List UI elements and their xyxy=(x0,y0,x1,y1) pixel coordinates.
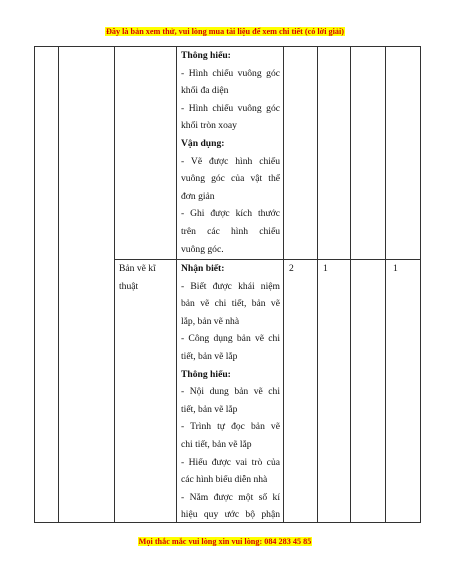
content-line: chi tiết, bản vẽ lắp xyxy=(181,438,252,450)
content-line: trên các hình chiếu xyxy=(181,225,280,237)
level-heading: Thông hiểu: xyxy=(181,50,231,61)
column-border xyxy=(420,46,421,523)
content-line: - Ghi được kích thước xyxy=(181,208,280,220)
preview-notice-text: Đây là bản xem thử, vui lòng mua tài liệu để xem chi tiết (có lời giải) xyxy=(105,27,344,36)
content-line: - Vẽ được hình chiếu xyxy=(181,155,280,167)
column-border xyxy=(34,46,35,523)
content-line: - Công dụng bản vẽ chi xyxy=(181,333,280,345)
count-cell: 2 xyxy=(289,263,294,274)
content-cell xyxy=(181,260,280,524)
level-heading: Thông hiểu: xyxy=(181,368,231,380)
topic-line: thuật xyxy=(119,280,139,292)
content-line: - Trình tự đọc bản vẽ xyxy=(181,421,280,433)
content-line: - Hình chiếu vuông góc xyxy=(181,102,280,114)
column-border xyxy=(385,46,386,523)
count-cell: 1 xyxy=(323,263,328,274)
content-line: vuông góc. xyxy=(181,243,224,255)
content-line: - Hiểu được vai trò của xyxy=(181,456,280,468)
content-line: tiết, bản vẽ lắp xyxy=(181,403,238,415)
content-line: khối tròn xoay xyxy=(181,120,237,132)
content-line: tiết, bản vẽ lắp xyxy=(181,350,238,362)
content-line: lắp, bản vẽ nhà xyxy=(181,315,240,327)
topic-cell xyxy=(119,260,173,295)
column-border xyxy=(317,46,318,523)
content-line: - Nội dung bản vẽ chi xyxy=(181,386,280,398)
level-heading: Vận dụng: xyxy=(181,137,225,149)
count-cell: 1 xyxy=(393,263,398,274)
content-line: vuông góc của vật thể xyxy=(181,173,280,185)
column-border xyxy=(176,46,177,523)
column-border xyxy=(350,46,351,523)
content-line: đơn giản xyxy=(181,190,215,202)
content-line: - Hình chiếu vuông góc xyxy=(181,67,280,79)
content-line: hiệu quy ước bộ phận xyxy=(181,509,280,521)
specification-table xyxy=(34,46,421,523)
content-line: khối đa diện xyxy=(181,85,229,97)
contact-notice-banner xyxy=(0,536,450,547)
content-line: - Nắm được một số kí xyxy=(181,491,280,503)
content-line: - Biết được khái niệm xyxy=(181,280,280,292)
preview-notice-banner xyxy=(0,26,450,37)
column-border xyxy=(114,46,115,523)
content-cell xyxy=(181,47,280,258)
content-line: các hình biểu diễn nhà xyxy=(181,474,268,486)
contact-notice-text: Mọi thắc mắc vui lòng xin vui lòng: 084 283 45 85 xyxy=(138,537,312,546)
column-border xyxy=(283,46,284,523)
content-line: bản vẽ chi tiết, bản vẽ xyxy=(181,298,280,310)
column-border xyxy=(58,46,59,523)
level-heading: Nhận biết: xyxy=(181,263,225,274)
topic-line: Bản vẽ kĩ xyxy=(119,263,156,274)
